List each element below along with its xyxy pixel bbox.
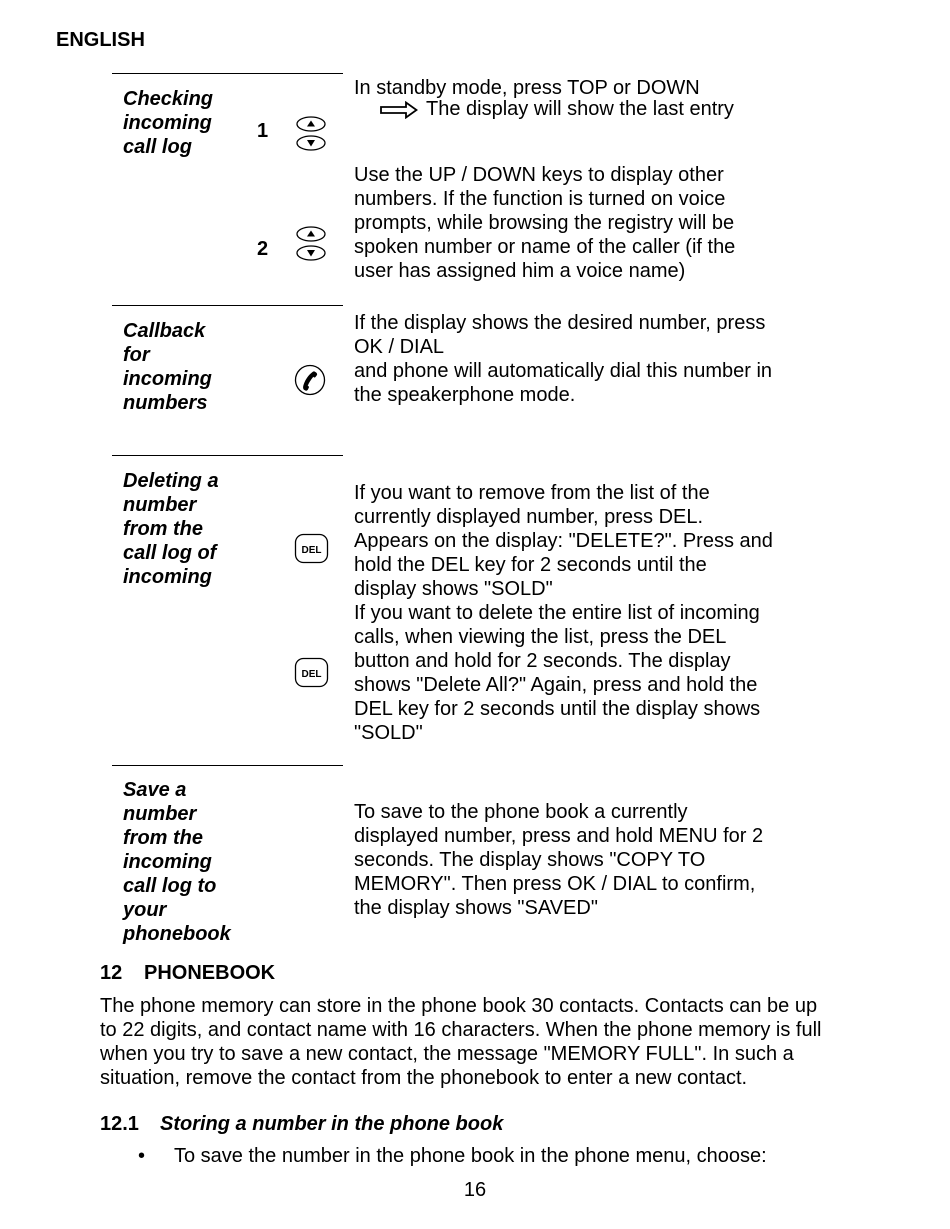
svg-text:DEL: DEL — [301, 545, 322, 556]
phonebook-paragraph: The phone memory can store in the phone book 30 contacts. Contacts can be up to 22 digits, and contact name with 16 characters. When the phone memory is full when you try to save a new contact, the message "MEMORY FULL". In such a situation, remove the contact from the phonebook to enter a new contact. — [100, 995, 822, 1089]
bullet-item: • To save the number in the phone book in the phone menu, choose: — [138, 1145, 767, 1167]
result-note: The display will show the last entry — [380, 98, 734, 121]
bullet-icon: • — [138, 1145, 146, 1167]
step-number: 2 — [257, 238, 269, 260]
up-down-key-icon — [294, 113, 328, 153]
browse-instruction: Use the UP / DOWN keys to display other numbers. If the function is turned on voice prompts, while browsing the registry will be spoken number or name of the caller (if the user has assigned him a voice name) — [354, 164, 736, 282]
page-number: 16 — [463, 1179, 487, 1201]
del-key-icon — [294, 657, 330, 689]
section-heading-phonebook: 12 PHONEBOOK — [100, 962, 276, 984]
delete-instruction: If you want to remove from the list of the currently displayed number, press DEL. Appears on the display: "DELETE?". Press and hold the DEL key for 2 seconds until the display shows "SOLD" If you want to delete the entire list of incoming calls, when viewing the list, press the DEL button and hold for 2 seconds. The display shows "Delete All?" Again, press and hold the DEL key for 2 seconds until the display shows "SOLD" — [354, 482, 773, 744]
language-header: ENGLISH — [56, 29, 145, 51]
section-divider — [112, 455, 343, 456]
step-number: 1 — [257, 120, 269, 142]
svg-text:DEL: DEL — [301, 669, 322, 680]
section-divider — [112, 73, 343, 74]
save-instruction: To save to the phone book a currently displayed number, press and hold MENU for 2 seconds. The display shows "COPY TO MEMORY". Then press OK / DIAL to confirm, the display shows "SAVED" — [354, 801, 764, 919]
section-title-callback: Callback for incoming numbers — [123, 320, 212, 414]
phone-handset-icon — [294, 364, 326, 396]
section-divider — [112, 765, 343, 766]
section-title-deleting: Deleting a number from the call log of incoming — [123, 470, 219, 588]
up-down-key-icon — [294, 223, 328, 263]
callback-instruction: If the display shows the desired number, press OK / DIAL and phone will automatically dial this number in the speakerphone mode. — [354, 312, 773, 406]
section-title-save: Save a number from the incoming call log to your phonebook — [123, 779, 231, 945]
standby-instruction: In standby mode, press TOP or DOWN — [354, 77, 700, 99]
subsection-heading-storing: 12.1 Storing a number in the phone book — [100, 1113, 504, 1135]
section-divider — [112, 305, 343, 306]
section-title-checking: Checking incoming call log — [123, 88, 214, 158]
right-arrow-icon — [380, 101, 418, 119]
del-key-icon — [294, 533, 330, 565]
